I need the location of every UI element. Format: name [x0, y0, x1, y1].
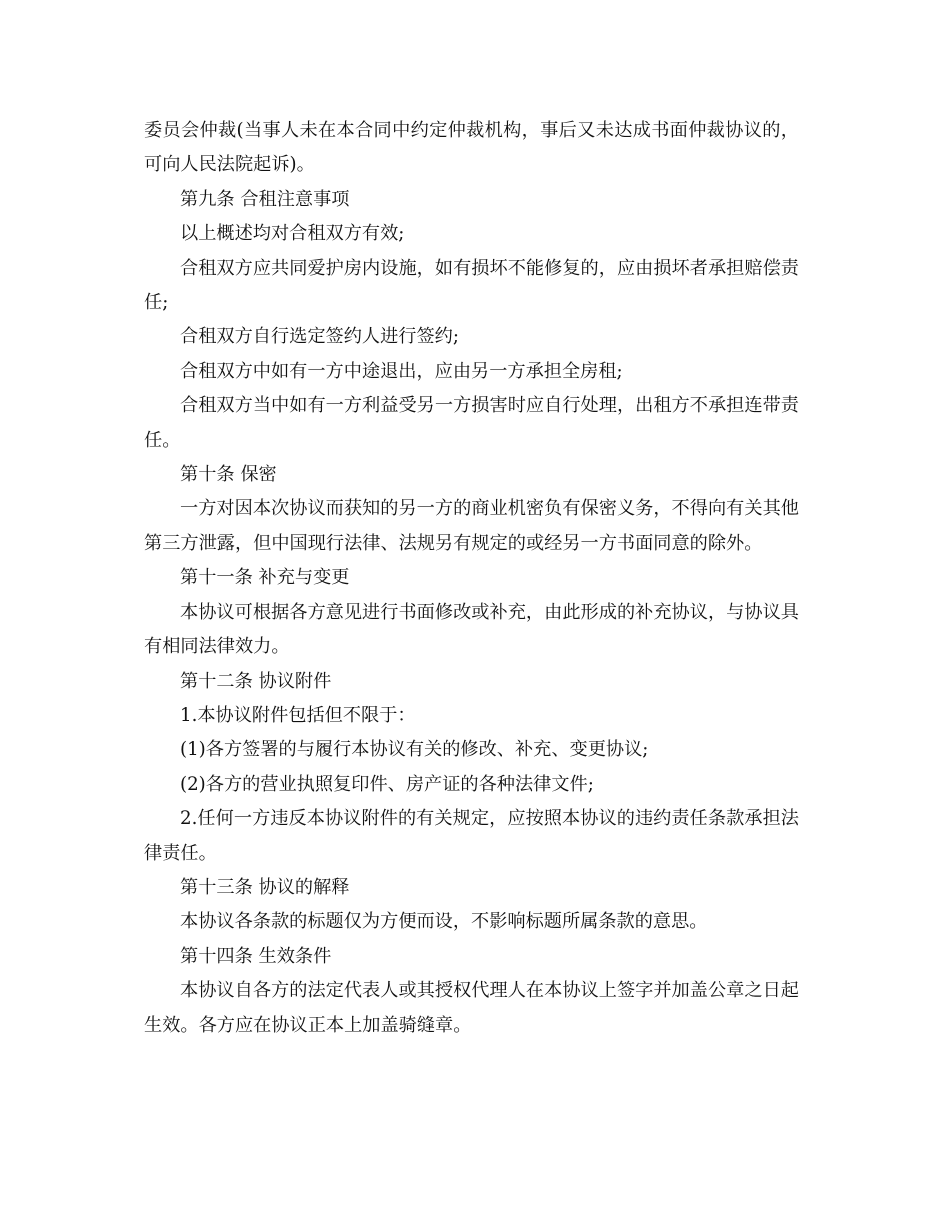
heading-article-11: 第十一条 补充与变更	[180, 567, 350, 589]
paragraph-article-13: 本协议各条款的标题仅为方便而设，不影响标题所属条款的意思。	[180, 911, 708, 933]
paragraph-article-14: 本协议自各方的法定代表人或其授权代理人在本协议上签字并加盖公章之日起生效。各方应在协议正本上加盖骑缝章。	[144, 980, 799, 1036]
paragraph-article-9-3: 合租双方自行选定签约人进行签约;	[180, 326, 459, 348]
heading-article-14: 第十四条 生效条件	[180, 945, 332, 967]
paragraph-article-12-2: 2.任何一方违反本协议附件的有关规定，应按照本协议的违约责任条款承担法律责任。	[144, 808, 799, 864]
paragraph-article-12-1-a: (1)各方签署的与履行本协议有关的修改、补充、变更协议;	[180, 739, 649, 761]
heading-article-9: 第九条 合租注意事项	[180, 188, 350, 210]
paragraph-article-9-2: 合租双方应共同爱护房内设施，如有损坏不能修复的，应由损坏者承担赔偿责任;	[144, 257, 799, 314]
paragraph-arbitration-continued: 委员会仲裁(当事人未在本合同中约定仲裁机构，事后又未达成书面仲裁协议的，可向人民法院起诉)。	[144, 120, 799, 176]
heading-article-10: 第十条 保密	[180, 464, 277, 486]
paragraph-article-12-1-b: (2)各方的营业执照复印件、房产证的各种法律文件;	[180, 773, 594, 795]
paragraph-article-12-1: 1.本协议附件包括但不限于：	[180, 704, 416, 726]
heading-article-13: 第十三条 协议的解释	[180, 876, 350, 898]
heading-article-12: 第十二条 协议附件	[180, 670, 332, 692]
paragraph-article-9-1: 以上概述均对合租双方有效;	[180, 223, 405, 245]
document-body	[144, 114, 799, 1043]
paragraph-article-10: 一方对因本次协议而获知的另一方的商业机密负有保密义务，不得向有关其他第三方泄露，但中国现行法律、法规另有规定的或经另一方书面同意的除外。	[144, 498, 799, 554]
paragraph-article-11: 本协议可根据各方意见进行书面修改或补充，由此形成的补充协议，与协议具有相同法律效力。	[144, 601, 799, 658]
paragraph-article-9-4: 合租双方中如有一方中途退出，应由另一方承担全房租;	[180, 360, 623, 382]
paragraph-article-9-5: 合租双方当中如有一方利益受另一方损害时应自行处理，出租方不承担连带责任。	[144, 395, 799, 451]
